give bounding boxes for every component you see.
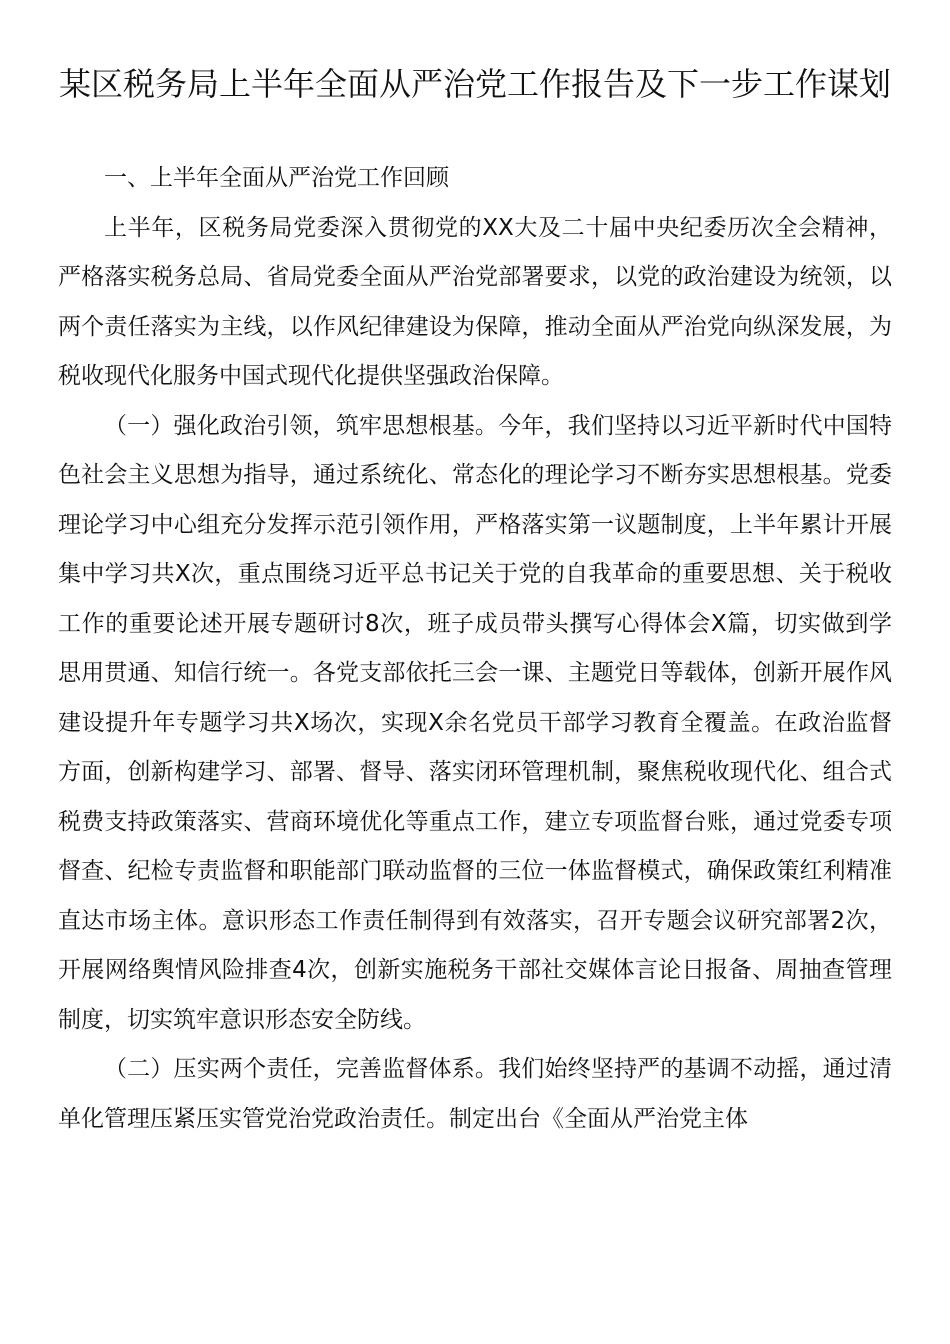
paragraph-two-responsibilities: （二）压实两个责任，完善监督体系。我们始终坚持严的基调不动摇，通过清单化管理压紧压实管党治党政治责任。制定出台《全面从严治党主体 [58,1056,892,1132]
paragraph-political-guidance: （一）强化政治引领，筑牢思想根基。今年，我们坚持以习近平新时代中国特色社会主义思想为指导，通过系统化、常态化的理论学习不断夯实思想根基。党委理论学习中心组充分发挥示范引领作用，严格落实第一议题制度，上半年累计开展集中学习共X次，重点围绕习近平总书记关于党的自我革命的重要思想、关于税收工作的重要论述开展专题研讨8次，班子成员带头撰写心得体会X篇，切实做到学思用贯通、知信行统一。各党支部依托三会一课、主题党日等载体，创新开展作风建设提升年专题学习共X场次，实现X余名党员干部学习教育全覆盖。在政治监督方面，创新构建学习、部署、督导、落实闭环管理机制，聚焦税收现代化、组合式税费支持政策落实、营商环境优化等重点工作，建立专项监督台账，通过党委专项督查、纪检专责监督和职能部门联动监督的三位一体监督模式，确保政策红利精准直达市场主体。意识形态工作责任制得到有效落实，召开专题会议研究部署2次，开展网络舆情风险排查4次，创新实施税务干部社交媒体言论日报备、周抽查管理制度，切实筑牢意识形态安全防线。 [58,412,892,1033]
document-body [58,154,892,1144]
paragraph-intro: 上半年，区税务局党委深入贯彻党的XX大及二十届中央纪委历次全会精神，严格落实税务总局、省局党委全面从严治党部署要求，以党的政治建设为统领，以两个责任落实为主线，以作风纪律建设为保障，推动全面从严治党向纵深发展，为税收现代化服务中国式现代化提供坚强政治保障。 [58,214,892,389]
section-heading: 一、上半年全面从严治党工作回顾 [104,165,449,191]
document-title: 某区税务局上半年全面从严治党工作报告及下一步工作谋划 [58,65,891,103]
